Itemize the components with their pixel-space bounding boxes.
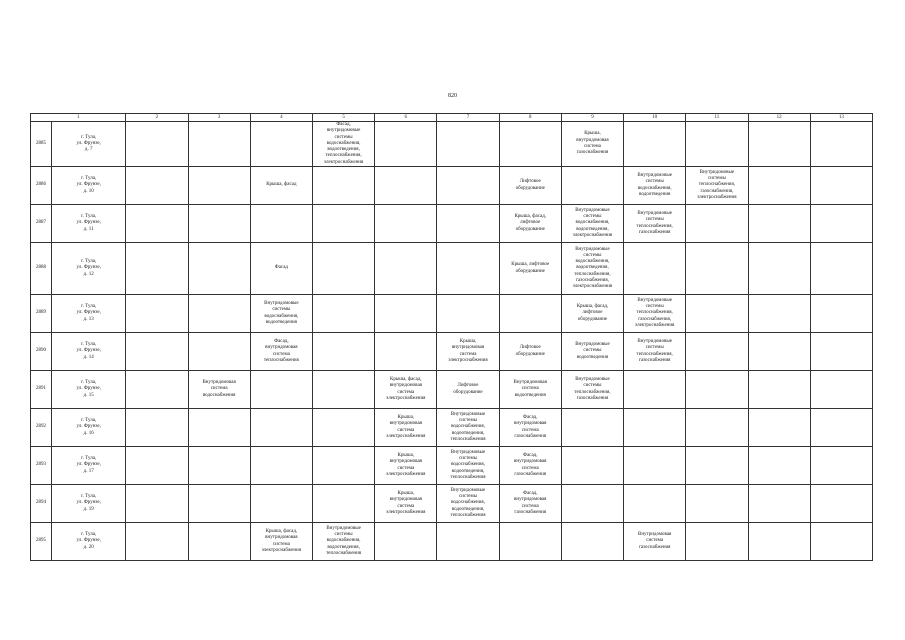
work-type-cell-text: Внутридомовые системы теплоснабжения, газоснабжения	[636, 210, 673, 235]
work-type-cell	[312, 485, 374, 523]
row-number-cell	[31, 122, 52, 167]
work-type-cell	[561, 447, 623, 485]
row-number-cell-text: 2891	[36, 386, 47, 392]
work-type-cell	[561, 167, 623, 205]
work-type-cell	[188, 205, 250, 243]
work-type-cell	[499, 447, 561, 485]
address-cell	[52, 243, 126, 295]
work-type-cell	[686, 371, 748, 409]
work-type-cell	[312, 167, 374, 205]
work-type-cell	[686, 295, 748, 333]
work-type-cell-text: Внутридомовые системы водоснабжения, водоотведения, электроснабжения	[572, 207, 613, 239]
work-type-cell	[250, 205, 312, 243]
table-row	[31, 205, 873, 243]
work-type-cell-text: Крыша, фасад, внутридомовая система электроснабжения	[386, 376, 426, 401]
address-cell	[52, 333, 126, 371]
work-type-cell	[810, 371, 872, 409]
address-cell	[52, 205, 126, 243]
work-type-cell	[375, 167, 437, 205]
work-type-cell	[499, 485, 561, 523]
work-type-cell-text: Фасад	[274, 265, 288, 271]
work-type-cell-text: Внутридомовые системы водоснабжения, водоотведения	[637, 172, 672, 197]
work-type-cell	[686, 122, 748, 167]
column-header: 11	[686, 114, 748, 122]
work-type-cell	[375, 485, 437, 523]
work-type-cell	[250, 243, 312, 295]
work-type-cell	[499, 205, 561, 243]
table-row	[31, 371, 873, 409]
work-type-cell	[624, 409, 686, 447]
work-type-cell-text: Внутридомовые системы водоснабжения, водоотведения, теплоснабжения	[326, 525, 362, 557]
work-type-cell	[748, 409, 810, 447]
work-type-cell	[188, 371, 250, 409]
work-type-cell-text: Внутридомовые системы водоснабжения, водоотведения, теплоснабжения, газоснабжения, электроснабжения	[572, 246, 613, 290]
work-type-cell	[748, 371, 810, 409]
row-number-cell	[31, 523, 52, 561]
work-type-cell	[375, 295, 437, 333]
work-type-cell	[126, 485, 188, 523]
work-type-cell	[250, 333, 312, 371]
work-type-cell	[126, 167, 188, 205]
column-header: 13	[810, 114, 872, 122]
work-type-cell	[810, 295, 872, 333]
address-cell	[52, 122, 126, 167]
column-header: 12	[748, 114, 810, 122]
work-type-cell-text: Фасад, внутридомовые системы водоснабжения, водоотведения, теплоснабжения, электроснабжения	[323, 122, 364, 165]
work-type-cell-text: Внутридомовые системы водоснабжения, водоотведения	[264, 300, 299, 325]
work-type-cell	[499, 243, 561, 295]
work-type-cell-text: Крыша, внутридомовая система электроснабжения	[386, 452, 426, 477]
work-type-cell	[126, 409, 188, 447]
row-number-cell-text: 2889	[36, 310, 47, 316]
address-cell	[52, 167, 126, 205]
work-type-cell	[312, 295, 374, 333]
work-type-cell	[437, 409, 499, 447]
address-cell-text: г. Тула, ул. Фрунзе, д. 10	[76, 176, 101, 194]
work-type-cell	[375, 409, 437, 447]
work-type-cell	[499, 409, 561, 447]
work-type-cell	[561, 371, 623, 409]
address-cell-text: г. Тула, ул. Фрунзе, д. 7	[76, 134, 101, 153]
work-type-cell	[748, 485, 810, 523]
work-type-cell	[437, 167, 499, 205]
row-number-cell-text: 2895	[36, 538, 47, 544]
work-type-cell	[250, 485, 312, 523]
address-cell-text: г. Тула, ул. Фрунзе, д. 14	[76, 342, 101, 360]
work-type-cell-text: Крыша, внутридомовая система электроснабжения	[386, 490, 426, 515]
work-type-cell	[686, 447, 748, 485]
work-type-cell	[748, 295, 810, 333]
work-type-cell	[188, 447, 250, 485]
work-type-cell	[499, 371, 561, 409]
work-type-cell	[312, 447, 374, 485]
work-type-cell	[624, 295, 686, 333]
table-row	[31, 485, 873, 523]
work-type-cell	[188, 122, 250, 167]
work-type-cell-text: Внутридомовые системы теплоснабжения, газоснабжения, электроснабжения	[635, 297, 675, 329]
work-type-cell-text: Внутридомовая система газоснабжения	[637, 532, 672, 550]
address-cell-text: г. Тула, ул. Фрунзе, д. 15	[76, 380, 101, 398]
work-type-cell	[810, 243, 872, 295]
work-type-cell	[250, 409, 312, 447]
work-type-cell	[437, 122, 499, 167]
work-type-cell	[561, 409, 623, 447]
work-type-cell	[810, 205, 872, 243]
work-type-cell-text: Фасад, внутридомовая система теплоснабжения	[263, 338, 299, 363]
work-type-cell	[561, 333, 623, 371]
work-type-cell	[250, 447, 312, 485]
work-type-cell	[686, 409, 748, 447]
row-number-cell-text: 2890	[36, 348, 47, 354]
work-type-cell	[188, 523, 250, 561]
work-type-cell	[748, 333, 810, 371]
work-type-cell	[437, 295, 499, 333]
address-cell-text: г. Тула, ул. Фрунзе, д. 13	[76, 304, 101, 322]
work-type-cell	[375, 523, 437, 561]
work-type-cell	[126, 447, 188, 485]
work-type-cell	[312, 205, 374, 243]
work-type-cell-text: Крыша, фасад	[266, 182, 297, 188]
column-header: 2	[126, 114, 188, 122]
address-cell-text: г. Тула, ул. Фрунзе, д. 16	[76, 418, 101, 436]
column-header: 5	[312, 114, 374, 122]
work-type-cell	[375, 243, 437, 295]
work-type-cell	[375, 122, 437, 167]
column-header: 9	[561, 114, 623, 122]
address-cell-text: г. Тула, ул. Фрунзе, д. 17	[76, 456, 101, 474]
row-number-cell-text: 2886	[36, 182, 47, 188]
work-type-cell	[686, 333, 748, 371]
address-cell-text: г. Тула, ул. Фрунзе, д. 20	[76, 532, 101, 550]
repair-schedule-table	[30, 113, 873, 561]
page-number: 820	[448, 93, 457, 99]
work-type-cell	[499, 122, 561, 167]
column-header: 8	[499, 114, 561, 122]
work-type-cell	[312, 409, 374, 447]
work-type-cell	[188, 409, 250, 447]
work-type-cell	[624, 333, 686, 371]
work-type-cell	[748, 243, 810, 295]
column-header: 6	[375, 114, 437, 122]
work-type-cell	[499, 333, 561, 371]
work-type-cell-text: Крыша, внутридомовая система электроснабжения	[386, 414, 426, 439]
header-row	[31, 114, 873, 122]
work-type-cell-text: Фасад, внутридомовая система газоснабжения	[514, 490, 547, 515]
address-cell	[52, 409, 126, 447]
work-type-cell	[375, 205, 437, 243]
work-type-cell-text: Крыша, внутридомовая система электроснабжения	[448, 338, 488, 363]
column-header: 10	[624, 114, 686, 122]
work-type-cell	[561, 243, 623, 295]
work-type-cell	[686, 243, 748, 295]
work-type-cell	[810, 333, 872, 371]
work-type-cell-text: Лифтовое оборудование	[515, 179, 545, 191]
work-type-cell-text: Внутридомовая система водоснабжения	[202, 380, 236, 398]
work-type-cell	[561, 523, 623, 561]
work-type-cell	[810, 485, 872, 523]
work-type-cell-text: Крыша, лифтовое оборудование	[511, 262, 550, 274]
column-header: 4	[250, 114, 312, 122]
work-type-cell	[686, 485, 748, 523]
work-type-cell	[250, 523, 312, 561]
work-type-cell	[499, 167, 561, 205]
work-type-cell	[748, 167, 810, 205]
row-number-cell	[31, 167, 52, 205]
work-type-cell	[312, 333, 374, 371]
work-type-cell	[437, 371, 499, 409]
work-type-cell	[126, 205, 188, 243]
work-type-cell	[312, 371, 374, 409]
work-type-cell-text: Крыша, внутридомовая система газоснабжения	[576, 131, 609, 156]
work-type-cell-text: Внутридомовые системы водоснабжения, водоотведения, теплоснабжения	[450, 449, 486, 481]
work-type-cell	[499, 523, 561, 561]
address-cell	[52, 523, 126, 561]
work-type-cell	[748, 122, 810, 167]
work-type-cell	[810, 409, 872, 447]
work-type-cell-text: Фасад, внутридомовая система газоснабжения	[514, 414, 547, 439]
table-row	[31, 333, 873, 371]
work-type-cell	[126, 243, 188, 295]
address-cell-text: г. Тула, ул. Фрунзе, д. 11	[76, 214, 101, 232]
table-row	[31, 167, 873, 205]
work-type-cell-text: Крыша, фасад, лифтовое оборудование	[576, 304, 609, 322]
work-type-cell	[126, 295, 188, 333]
work-type-cell	[437, 523, 499, 561]
work-type-cell	[810, 523, 872, 561]
work-type-cell	[686, 205, 748, 243]
table-row	[31, 523, 873, 561]
address-cell	[52, 447, 126, 485]
table-row	[31, 122, 873, 167]
work-type-cell	[624, 485, 686, 523]
row-number-cell	[31, 447, 52, 485]
work-type-cell	[810, 167, 872, 205]
table-row	[31, 295, 873, 333]
work-type-cell	[126, 371, 188, 409]
work-type-cell	[624, 523, 686, 561]
table-row	[31, 409, 873, 447]
work-type-cell	[624, 122, 686, 167]
work-type-cell	[561, 122, 623, 167]
row-number-cell-text: 2887	[36, 220, 47, 226]
table-row	[31, 447, 873, 485]
work-type-cell-text: Внутридомовые системы водоснабжения, водоотведения, теплоснабжения	[450, 411, 486, 443]
work-type-cell	[126, 333, 188, 371]
work-type-cell-text: Внутридомовые системы водоснабжения, водоотведения, теплоснабжения	[450, 487, 486, 519]
work-type-cell	[188, 243, 250, 295]
column-header: 7	[437, 114, 499, 122]
row-number-cell	[31, 205, 52, 243]
work-type-cell	[561, 205, 623, 243]
work-type-cell	[375, 447, 437, 485]
work-type-cell	[312, 243, 374, 295]
work-type-cell	[188, 167, 250, 205]
work-type-cell	[686, 523, 748, 561]
work-type-cell	[375, 371, 437, 409]
work-type-cell-text: Внутридомовые системы теплоснабжения, газоснабжения	[574, 376, 611, 401]
column-header: 3	[188, 114, 250, 122]
row-number-cell	[31, 409, 52, 447]
address-cell	[52, 371, 126, 409]
work-type-cell	[250, 371, 312, 409]
work-type-cell	[561, 485, 623, 523]
work-type-cell	[748, 447, 810, 485]
address-cell	[52, 485, 126, 523]
row-number-cell-text: 2894	[36, 500, 47, 506]
row-number-cell-text: 2888	[36, 265, 47, 271]
row-number-cell-text: 2892	[36, 424, 47, 430]
row-number-cell	[31, 295, 52, 333]
work-type-cell	[188, 485, 250, 523]
work-type-cell	[250, 167, 312, 205]
work-type-cell	[312, 523, 374, 561]
column-header: 1	[31, 114, 126, 122]
row-number-cell-text: 2885	[36, 140, 47, 146]
work-type-cell	[188, 295, 250, 333]
work-type-cell	[810, 122, 872, 167]
work-type-cell	[250, 295, 312, 333]
work-type-cell	[126, 523, 188, 561]
work-type-cell	[624, 447, 686, 485]
work-type-cell-text: Внутридомовые системы теплоснабжения, газоснабжения	[636, 338, 673, 363]
work-type-cell	[748, 523, 810, 561]
work-type-cell	[624, 243, 686, 295]
work-type-cell-text: Крыша, фасад, внутридомовая система электроснабжения	[261, 528, 301, 553]
work-type-cell-text: Внутридомовая система водоотведения	[513, 380, 547, 398]
work-type-cell-text: Внутридомовые системы водоотведения	[575, 342, 610, 360]
table-row	[31, 243, 873, 295]
work-type-cell-text: Крыша, фасад, лифтовое оборудование	[514, 214, 546, 232]
work-type-cell	[437, 447, 499, 485]
work-type-cell	[561, 295, 623, 333]
work-type-cell	[810, 447, 872, 485]
work-type-cell	[437, 243, 499, 295]
work-type-cell	[624, 167, 686, 205]
work-type-cell	[312, 122, 374, 167]
address-cell-text: г. Тула, ул. Фрунзе, д. 19	[76, 494, 101, 512]
work-type-cell-text: Лифтовое оборудование	[453, 383, 483, 395]
work-type-cell	[375, 333, 437, 371]
address-cell-text: г. Тула, ул. Фрунзе, д. 12	[76, 259, 101, 277]
row-number-cell-text: 2893	[36, 462, 47, 468]
work-type-cell	[126, 122, 188, 167]
work-type-cell-text: Лифтовое оборудование	[515, 345, 545, 357]
work-type-cell	[188, 333, 250, 371]
work-type-cell-text: Внутридомовые системы теплоснабжения, газоснабжения, электроснабжения	[697, 169, 737, 201]
row-number-cell	[31, 333, 52, 371]
work-type-cell	[624, 205, 686, 243]
row-number-cell	[31, 371, 52, 409]
work-type-cell	[250, 122, 312, 167]
work-type-cell	[437, 485, 499, 523]
address-cell	[52, 295, 126, 333]
work-type-cell	[499, 295, 561, 333]
work-type-cell	[748, 205, 810, 243]
work-type-cell	[624, 371, 686, 409]
work-type-cell	[437, 205, 499, 243]
work-type-cell	[686, 167, 748, 205]
work-type-cell-text: Фасад, внутридомовая система газоснабжения	[514, 452, 547, 477]
row-number-cell	[31, 485, 52, 523]
row-number-cell	[31, 243, 52, 295]
work-type-cell	[437, 333, 499, 371]
